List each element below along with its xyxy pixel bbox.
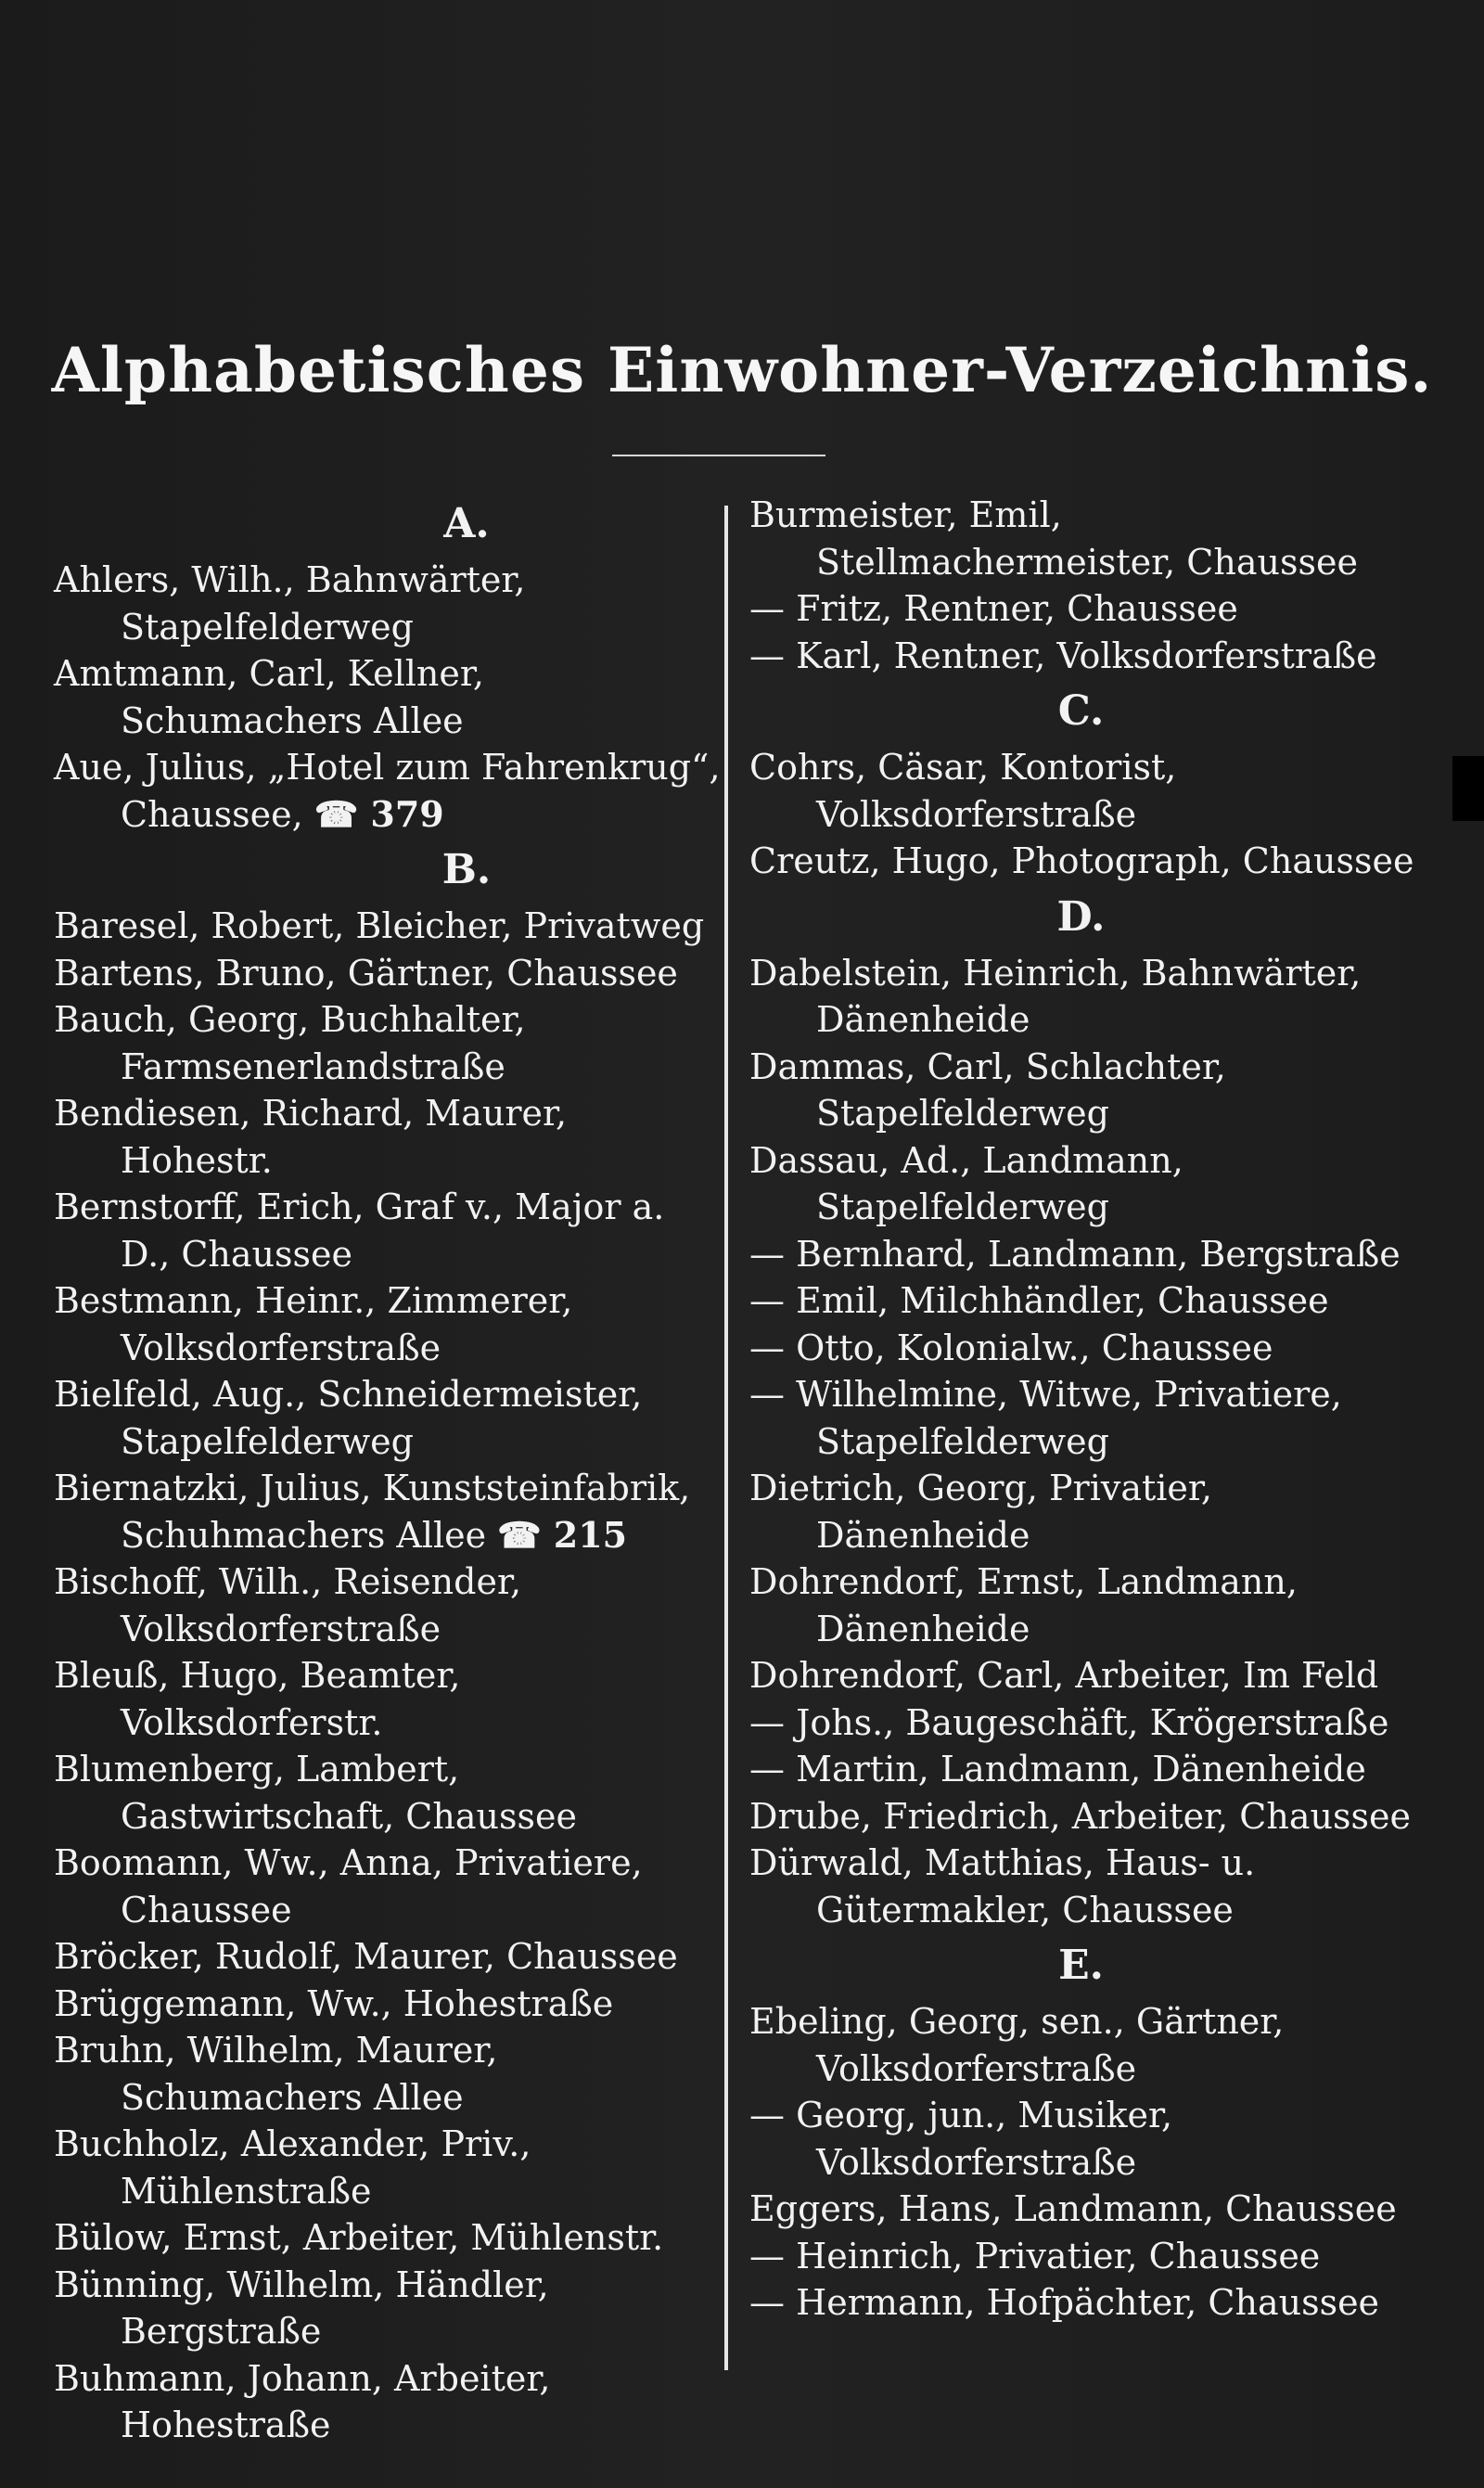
entry-text: Dassau, Ad., Landmann, Stapelfelderweg: [749, 1139, 1183, 1227]
directory-entry: [749, 1840, 1431, 1933]
entry-text: Boomann, Ww., Anna, Privatiere, Chaussee: [54, 1842, 643, 1930]
right-column: [749, 492, 1431, 2327]
directory-entry: [749, 1793, 1431, 1840]
directory-entry: [54, 1981, 722, 2028]
letter-heading: [54, 838, 722, 903]
page-title: Alphabetisches Einwohner-Verzeichnis.: [51, 334, 1433, 406]
entry-text: Buchholz, Alexander, Priv., Mühlenstraße: [54, 2123, 531, 2212]
entry-text: Blumenberg, Lambert, Gastwirtschaft, Chaussee: [54, 1749, 577, 1837]
entry-text: Dietrich, Georg, Privatier, Dänenheide: [749, 1468, 1212, 1556]
directory-entry: [749, 1465, 1431, 1558]
entry-text: Drube, Friedrich, Arbeiter, Chaussee: [749, 1795, 1411, 1837]
entry-text: Buhmann, Johann, Arbeiter, Hohestraße: [54, 2357, 551, 2445]
directory-entry: [749, 2233, 1431, 2280]
entry-text: Dohrendorf, Carl, Arbeiter, Im Feld: [749, 1655, 1379, 1696]
directory-entry: [749, 2279, 1431, 2327]
letter-heading-text: D.: [1056, 892, 1106, 941]
letter-heading: [54, 492, 722, 557]
directory-entry: [54, 2027, 722, 2121]
telephone-reference: ☎ 215: [497, 1513, 628, 1556]
entry-text: Bauch, Georg, Buchhalter, Farmsenerlandstraße: [54, 999, 526, 1087]
directory-entry: [54, 557, 722, 650]
page-edge-tab-marker: [1452, 756, 1484, 821]
entry-text: Ahlers, Wilh., Bahnwärter, Stapelfelderweg: [54, 559, 526, 648]
entry-text: Bülow, Ernst, Arbeiter, Mühlenstr.: [54, 2217, 664, 2258]
letter-heading-text: A.: [443, 500, 490, 547]
entry-text: Biernatzki, Julius, Kunststeinfabrik, Schuhmachers Allee: [54, 1468, 691, 1556]
directory-entry: [54, 1465, 722, 1558]
directory-entry: [54, 1090, 722, 1184]
directory-entry: [54, 1184, 722, 1277]
directory-entry: [54, 2214, 722, 2262]
entry-text: Bünning, Wilhelm, Händler, Bergstraße: [54, 2264, 549, 2352]
entry-text: Cohrs, Cäsar, Kontorist, Volksdorferstraße: [749, 747, 1177, 835]
directory-entry: [749, 1746, 1431, 1793]
letter-heading-text: E.: [1058, 1942, 1104, 1989]
directory-entry: [54, 744, 722, 838]
directory-entry: [54, 1746, 722, 1840]
directory-entry: [749, 1371, 1431, 1465]
entry-text: Brüggemann, Ww., Hohestraße: [54, 1982, 614, 2024]
entry-text: Bischoff, Wilh., Reisender, Volksdorferstraße: [54, 1561, 522, 1649]
telephone-reference: ☎ 379: [313, 792, 444, 835]
directory-entry: [54, 1652, 722, 1746]
left-column: [54, 492, 722, 2449]
entry-text: — Otto, Kolonialw., Chaussee: [749, 1327, 1273, 1368]
entry-text: — Heinrich, Privatier, Chaussee: [749, 2235, 1321, 2276]
column-divider: [724, 506, 728, 2370]
entry-text: Amtmann, Carl, Kellner, Schumachers Allee: [54, 653, 484, 741]
directory-entry: [749, 838, 1431, 885]
directory-entry: [54, 1371, 722, 1465]
directory-entry: [54, 1558, 722, 1652]
directory-entry: [749, 1137, 1431, 1231]
entry-text: Ebeling, Georg, sen., Gärtner, Volksdorferstraße: [749, 2001, 1285, 2089]
directory-entry: [749, 1325, 1431, 1372]
entry-text: Bruhn, Wilhelm, Maurer, Schumachers Allee: [54, 2030, 498, 2118]
directory-entry: [749, 492, 1431, 585]
entry-text: — Johs., Baugeschäft, Krögerstraße: [749, 1701, 1389, 1743]
directory-entry: [749, 950, 1431, 1044]
directory-entry: [749, 1044, 1431, 1137]
directory-entry: [749, 1699, 1431, 1747]
entry-text: — Bernhard, Landmann, Bergstraße: [749, 1233, 1401, 1275]
entry-text: — Karl, Rentner, Volksdorferstraße: [749, 635, 1377, 676]
directory-entry: [749, 633, 1431, 680]
directory-entry: [54, 1277, 722, 1371]
entry-text: — Martin, Landmann, Dänenheide: [749, 1749, 1366, 1789]
letter-heading-text: B.: [441, 846, 492, 893]
entry-text: Bröcker, Rudolf, Maurer, Chaussee: [54, 1936, 678, 1977]
entry-text: — Fritz, Rentner, Chaussee: [749, 588, 1238, 629]
entry-text: Bleuß, Hugo, Beamter, Volksdorferstr.: [54, 1655, 461, 1743]
entry-text: Dammas, Carl, Schlachter, Stapelfelderweg: [749, 1045, 1226, 1134]
directory-entry: [54, 650, 722, 744]
entry-text: Bernstorff, Erich, Graf v., Major a. D., Chaussee: [54, 1186, 665, 1275]
entry-text: — Georg, jun., Musiker, Volksdorferstraße: [749, 2095, 1173, 2183]
entry-text: Dohrendorf, Ernst, Landmann, Dänenheide: [749, 1561, 1298, 1649]
entry-text: Bartens, Bruno, Gärtner, Chaussee: [54, 952, 678, 994]
letter-heading: [749, 1933, 1431, 1998]
entry-text: Eggers, Hans, Landmann, Chaussee: [749, 2188, 1397, 2229]
directory-entry: [749, 585, 1431, 633]
entry-text: — Wilhelmine, Witwe, Privatiere, Stapelfelderweg: [749, 1374, 1342, 1462]
entry-text: — Hermann, Hofpächter, Chaussee: [749, 2282, 1380, 2323]
directory-entry: [749, 744, 1431, 838]
directory-entry: [749, 1998, 1431, 2092]
directory-entry: [749, 2186, 1431, 2233]
entry-text: Baresel, Robert, Bleicher, Privatweg: [54, 905, 705, 946]
directory-entry: [749, 1652, 1431, 1699]
entry-text: Burmeister, Emil, Stellmachermeister, Chaussee: [749, 494, 1358, 583]
directory-entry: [54, 1840, 722, 1933]
directory-entry: [749, 2092, 1431, 2186]
title-underline-rule: [612, 455, 825, 456]
directory-entry: [749, 1231, 1431, 1278]
directory-entry: [749, 1277, 1431, 1325]
entry-text: — Emil, Milchhändler, Chaussee: [749, 1280, 1329, 1321]
entry-text: Bendiesen, Richard, Maurer, Hohestr.: [54, 1093, 568, 1181]
letter-heading: [749, 679, 1431, 744]
directory-entry: [54, 2262, 722, 2355]
letter-heading: [749, 885, 1431, 950]
directory-entry: [54, 2355, 722, 2449]
entry-text: Bestmann, Heinr., Zimmerer, Volksdorferstraße: [54, 1280, 573, 1368]
entry-text: Aue, Julius, „Hotel zum Fahrenkrug“, Chaussee,: [54, 747, 721, 835]
entry-text: Creutz, Hugo, Photograph, Chaussee: [749, 840, 1414, 881]
entry-text: Dürwald, Matthias, Haus- u. Gütermakler, Chaussee: [749, 1842, 1256, 1930]
directory-entry: [54, 903, 722, 950]
entry-text: Bielfeld, Aug., Schneidermeister, Stapelfelderweg: [54, 1374, 643, 1462]
letter-heading-text: C.: [1057, 687, 1105, 735]
directory-entry: [54, 996, 722, 1090]
directory-entry: [749, 1558, 1431, 1652]
directory-entry: [54, 950, 722, 997]
directory-entry: [54, 2121, 722, 2214]
entry-text: Dabelstein, Heinrich, Bahnwärter, Dänenheide: [749, 952, 1362, 1040]
directory-entry: [54, 1933, 722, 1981]
